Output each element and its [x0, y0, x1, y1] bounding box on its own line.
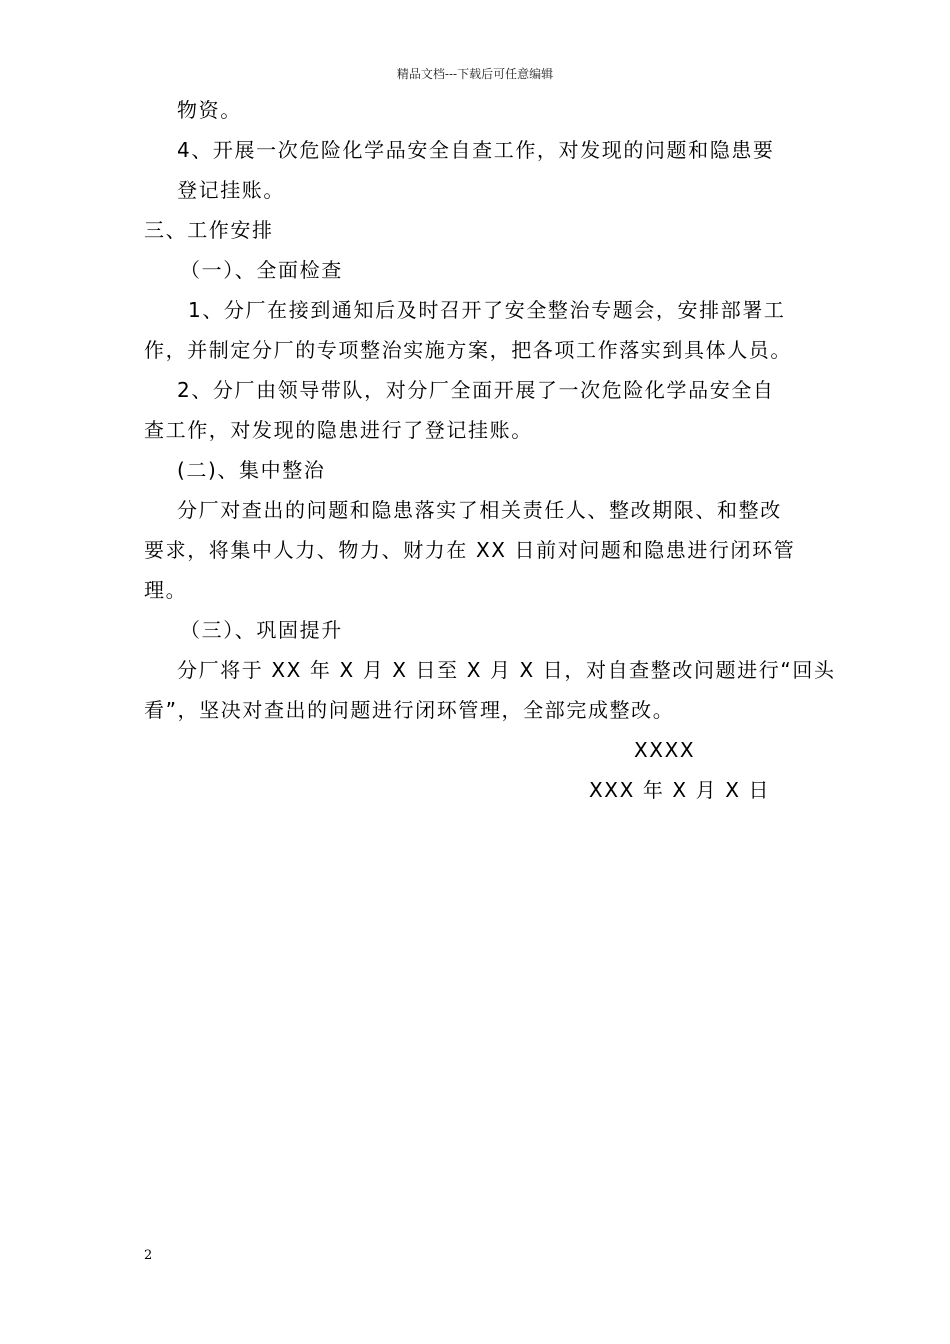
document-body — [144, 90, 836, 810]
subsection-heading: （三）、巩固提升 — [180, 618, 343, 642]
paragraph-line: 查工作，对发现的隐患进行了登记挂账。 — [144, 418, 533, 442]
paragraph-line: 理。 — [144, 578, 188, 602]
paragraph-line: 作，并制定分厂的专项整治实施方案，把各项工作落实到具体人员。 — [144, 338, 792, 362]
paragraph-line: 2、分厂由领导带队，对分厂全面开展了一次危险化学品安全自 — [177, 378, 775, 402]
paragraph-line: 看”，坚决对查出的问题进行闭环管理，全部完成整改。 — [144, 698, 675, 722]
signature-name: XXXX — [634, 738, 696, 762]
paragraph-line: 分厂对查出的问题和隐患落实了相关责任人、整改期限、和整改 — [177, 498, 782, 522]
paragraph-line: 分厂将于 XX 年 X 月 X 日至 X 月 X 日，对自查整改问题进行“回头 — [177, 658, 836, 682]
paragraph-line: 登记挂账。 — [177, 178, 285, 202]
section-heading: 三、工作安排 — [144, 218, 274, 242]
subsection-heading: (二)、集中整治 — [177, 458, 326, 482]
paragraph-line: 要求，将集中人力、物力、财力在 XX 日前对问题和隐患进行闭环管 — [144, 538, 796, 562]
paragraph-line: 1、分厂在接到通知后及时召开了安全整治专题会，安排部署工 — [188, 298, 786, 322]
paragraph-line: 4、开展一次危险化学品安全自查工作，对发现的问题和隐患要 — [177, 138, 775, 162]
page-header: 精品文档---下载后可任意编辑 — [396, 67, 554, 81]
signature-date: XXX 年 X 月 X 日 — [589, 778, 771, 802]
page-number: 2 — [144, 1248, 153, 1263]
subsection-heading: （一）、全面检查 — [180, 258, 343, 282]
paragraph-line: 物资。 — [177, 98, 242, 122]
